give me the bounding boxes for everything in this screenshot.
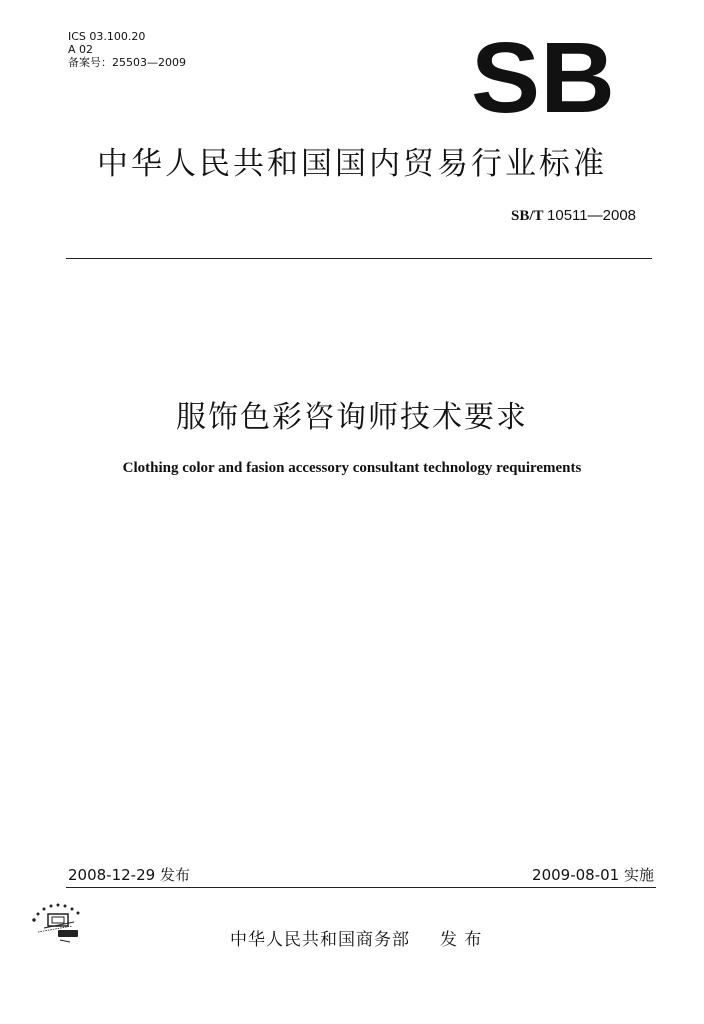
publisher-name: 中华人民共和国商务部 [230,930,410,950]
footer-divider [66,887,656,888]
header-divider [66,258,652,259]
sb-logo [470,38,616,116]
standard-code: 10511—2008 [547,207,636,224]
standard-number [511,207,636,225]
classification-code: A 02 [68,43,94,56]
publisher-line [230,925,482,950]
document-title-english: Clothing color and fasion accessory consultant technology requirements [122,460,582,476]
anti-counterfeit-stamp-icon [22,888,100,950]
implementation-date: 2009-08-01 实施 [532,866,654,884]
publisher-action: 发 布 [440,930,483,950]
sb-logo-text: SB [471,38,615,116]
issuing-body-title: 中华人民共和国国内贸易行业标准 [97,146,607,182]
document-title-chinese: 服饰色彩咨询师技术要求 [176,400,528,435]
issue-date: 2008-12-29 发布 [68,866,190,884]
document-meta [68,30,186,69]
record-number: 备案号：25503—2009 [68,56,186,69]
ics-code: ICS 03.100.20 [68,30,146,43]
standard-prefix: SB/T [511,208,544,224]
